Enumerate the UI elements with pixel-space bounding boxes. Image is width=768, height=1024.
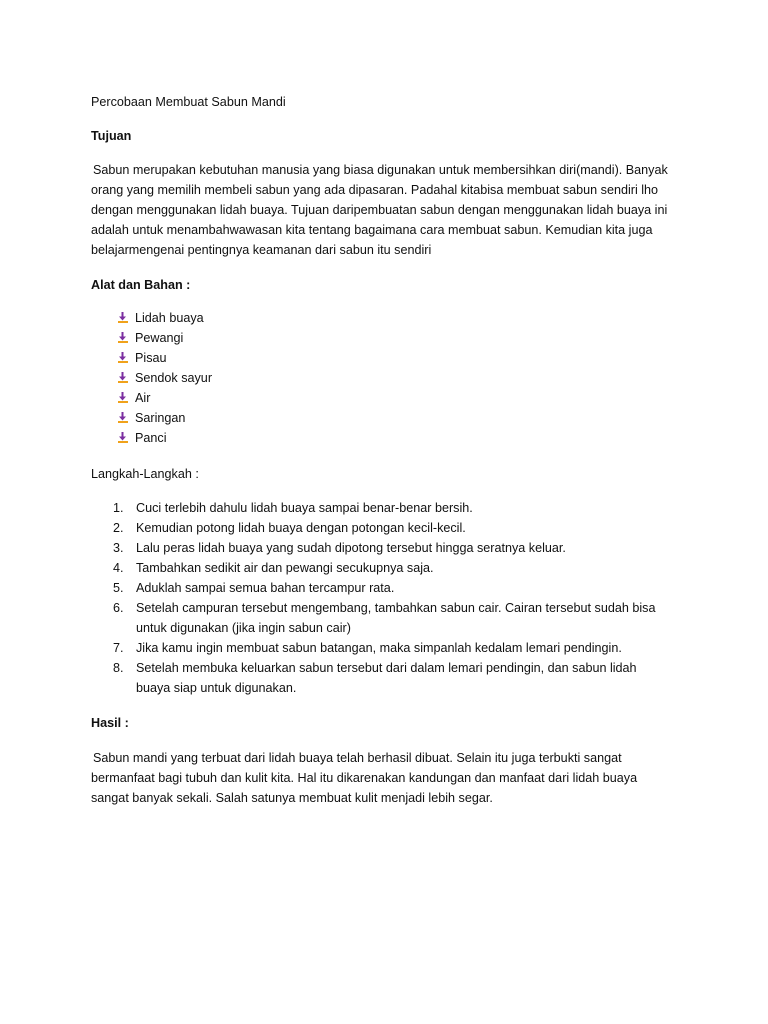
list-item-label: Sendok sayur [135, 371, 213, 385]
list-item [117, 328, 671, 348]
step-item [91, 638, 671, 658]
langkah-list [91, 498, 671, 698]
step-text: Cuci terlebih dahulu lidah buaya sampai benar-benar bersih. [136, 501, 473, 515]
arrow-bullet-icon [117, 312, 129, 324]
alat-bahan-list [91, 308, 671, 448]
step-item [91, 498, 671, 518]
step-number: 5. [113, 581, 124, 595]
step-item [91, 558, 671, 578]
document-title: Percobaan Membuat Sabun Mandi [91, 95, 286, 109]
arrow-bullet-icon [117, 332, 129, 344]
list-item-label: Panci [135, 431, 167, 445]
list-item-label: Air [135, 391, 151, 405]
step-text: Aduklah sampai semua bahan tercampur rata. [136, 581, 395, 595]
step-text: Tambahkan sedikit air dan pewangi secukupnya saja. [136, 561, 434, 575]
step-item [91, 658, 671, 698]
arrow-bullet-icon [117, 372, 129, 384]
list-item-label: Saringan [135, 411, 186, 425]
list-item-label: Pisau [135, 351, 167, 365]
step-number: 8. [113, 661, 124, 675]
step-number: 7. [113, 641, 124, 655]
arrow-bullet-icon [117, 412, 129, 424]
step-number: 3. [113, 541, 124, 555]
list-item-label: Pewangi [135, 331, 184, 345]
step-number: 6. [113, 601, 124, 615]
list-item [117, 308, 671, 328]
step-text: Setelah campuran tersebut mengembang, tambahkan sabun cair. Cairan tersebut sudah bisa untuk digunakan (jika ingin sabun cair) [136, 601, 656, 635]
hasil-heading: Hasil : [91, 716, 129, 730]
tujuan-heading: Tujuan [91, 129, 132, 143]
arrow-bullet-icon [117, 432, 129, 444]
langkah-heading: Langkah-Langkah : [91, 467, 199, 481]
hasil-paragraph: Sabun mandi yang terbuat dari lidah buaya telah berhasil dibuat. Selain itu juga terbukti sangat bermanfaat bagi tubuh dan kulit kita. Hal itu dikarenakan kandungan dan manfaat dari lidah buaya sangat banyak sekali. Salah satunya membuat kulit menjadi lebih segar. [91, 751, 638, 805]
step-item [91, 598, 671, 638]
step-item [91, 538, 671, 558]
step-text: Kemudian potong lidah buaya dengan potongan kecil-kecil. [136, 521, 466, 535]
alat-bahan-heading: Alat dan Bahan : [91, 278, 191, 292]
list-item [117, 388, 671, 408]
list-item-label: Lidah buaya [135, 311, 204, 325]
tujuan-paragraph: Sabun merupakan kebutuhan manusia yang biasa digunakan untuk membersihkan diri(mandi). Banyak orang yang memilih membeli sabun yang ada dipasaran. Padahal kitabisa membuat sabun sendiri lho dengan menggunakan lidah buaya. Tujuan daripembuatan sabun dengan menggunakan lidah buaya ini adalah untuk menambahwawasan kita tentang bagaimana cara membuat sabun. Kemudian kita juga belajarmengenai pentingnya keamanan dari sabun itu sendiri [91, 163, 668, 257]
list-item [117, 408, 671, 428]
document-body [91, 92, 671, 808]
list-item [117, 348, 671, 368]
step-text: Lalu peras lidah buaya yang sudah dipotong tersebut hingga seratnya keluar. [136, 541, 566, 555]
step-text: Jika kamu ingin membuat sabun batangan, maka simpanlah kedalam lemari pendingin. [136, 641, 622, 655]
step-number: 4. [113, 561, 124, 575]
list-item [117, 428, 671, 448]
list-item [117, 368, 671, 388]
step-number: 2. [113, 521, 124, 535]
arrow-bullet-icon [117, 392, 129, 404]
step-text: Setelah membuka keluarkan sabun tersebut dari dalam lemari pendingin, dan sabun lidah buaya siap untuk digunakan. [136, 661, 637, 695]
arrow-bullet-icon [117, 352, 129, 364]
step-item [91, 578, 671, 598]
step-item [91, 518, 671, 538]
step-number: 1. [113, 501, 124, 515]
